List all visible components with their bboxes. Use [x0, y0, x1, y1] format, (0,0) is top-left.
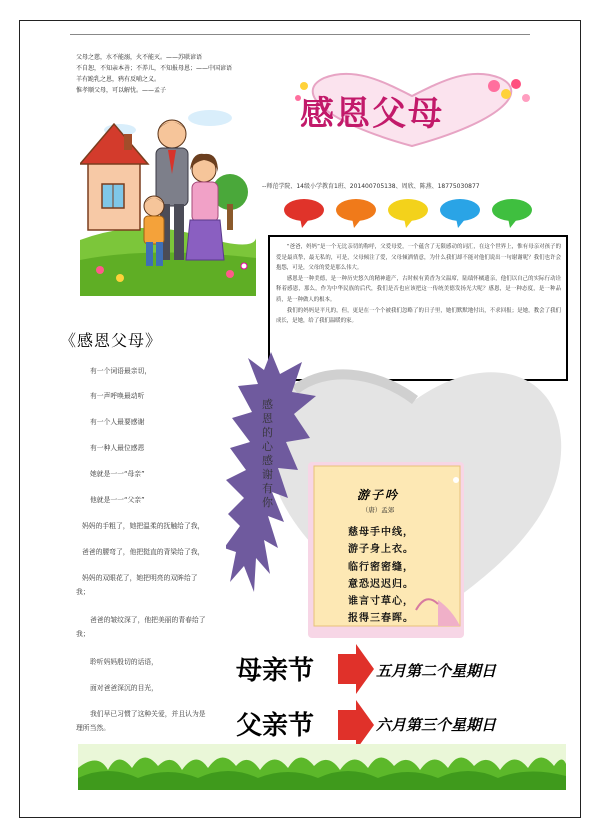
balloon-tail — [352, 218, 362, 228]
card-title: 游子吟 — [356, 488, 399, 502]
essay-paragraph: 我们的妈妈是平凡的，但，更是在一个个被我们忽略了的日子里，她们默默地付出，不求回报；是她，教会了我们成长，是她，给了我们温暖的家。 — [276, 307, 561, 325]
poem-line: 妈妈的手粗了，她把温柔的抚触给了我， — [82, 522, 205, 530]
poem-line: 聆听妈妈殷切的话语， — [90, 658, 158, 666]
poem-line: 我； — [76, 588, 90, 596]
balloon-tail — [404, 218, 414, 228]
holiday-name: 父亲节 — [236, 711, 315, 741]
quote-line: 父母之慈，水不能溺，火不能灭。——苏联谚语 — [76, 54, 203, 61]
poem-line: 我们早已习惯了这种关爱，并且认为是 — [90, 710, 206, 718]
poem-line: 有一个词语最亲切， — [90, 367, 152, 375]
holiday-name: 母亲节 — [236, 656, 315, 686]
author-line: --师范学院、14级小学教育1班、201400705138、周欣、陈燕、18775030877 — [262, 183, 480, 190]
card-line: 临行密密缝， — [348, 561, 414, 573]
holiday-date: 五月第二个星期日 — [376, 662, 497, 680]
starburst-text: 感恩的心 感谢有你 — [262, 398, 273, 509]
poem-line: 我； — [76, 630, 90, 638]
balloon-tail — [456, 218, 466, 228]
red-arrow-icon — [338, 700, 374, 750]
balloon-tail — [300, 218, 310, 228]
quote-line: 不自恕，不知亲本善；不养儿，不知报母恩；——中国谚语 — [76, 65, 233, 72]
essay-paragraph: 感恩是一种美德，是一种历史悠久的精神遗产，古时候有黄香为父温席，陆绩怀橘遗亲，他们以自己的实际行动诠释着感恩，那么，作为中华民族的后代，我们是否也应该把这一传统美德发扬光大呢？感恩，是一种态度，是一种品质，是一种做人的根本。 — [276, 275, 561, 303]
poem-line: 妈妈的双眼花了，她把明亮的双眸给了 — [82, 574, 198, 582]
family-illustration — [80, 100, 256, 296]
top-rule — [70, 34, 530, 35]
quote-line: 惟孝顺父母，可以解忧。——孟子 — [76, 87, 167, 94]
page-title: 感恩父母 — [300, 94, 444, 134]
card-subtitle: （唐）孟郊 — [361, 506, 395, 514]
poem-line: 有一声呼唤最动听 — [90, 392, 145, 400]
poem-line: 爸爸的皱纹深了，他把美丽的青春给了 — [90, 616, 206, 624]
quotes-block — [76, 52, 286, 96]
balloon-shape — [388, 199, 428, 221]
poem-line: 她就是一一“母亲” — [90, 470, 145, 478]
card-line: 慈母手中线， — [348, 527, 414, 538]
card-line: 意恐迟迟归。 — [348, 578, 414, 590]
color-balloons — [284, 196, 534, 230]
card-poem — [348, 524, 448, 628]
balloon-shape — [492, 199, 532, 221]
essay-paragraph: “爸爸，妈妈”是一个无比亲切的称呼，父爱母爱，一个蕴含了无限感动的词汇，在这个世界上，惟有母亲对孩子的爱是最真挚，最无私的，可是，父母倾注了爱，父母倾洒情意，为什么我们却不能对他们说出一句谢谢呢？我们也许会抱怨，可是，父母的爱是那么伟大。 — [276, 244, 561, 272]
balloon-shape — [284, 199, 324, 221]
quote-line: 羊有跪乳之恩，鸦有反哺之义。 — [76, 76, 161, 83]
balloon-shape — [336, 199, 376, 221]
poem-line: 有一种人最位感恩 — [90, 444, 145, 452]
balloon-tail — [508, 218, 518, 228]
holiday-date: 六月第三个星期日 — [376, 716, 497, 734]
poem-line: 爸爸的腰弯了，他把挺直的背梁给了我， — [82, 548, 205, 556]
poem-title: 《感恩父母》 — [60, 331, 163, 350]
poem-line: 理所当然。 — [76, 724, 110, 732]
card-line: 游子身上衣。 — [348, 544, 414, 556]
card-line: 谁言寸草心， — [348, 596, 414, 608]
balloon-shape — [440, 199, 480, 221]
grass-footer — [78, 744, 566, 790]
poem-line: 面对爸爸深沉的目光， — [90, 684, 158, 692]
poem-line: 他就是一一“父亲” — [90, 496, 145, 504]
red-arrow-icon — [338, 644, 374, 694]
card-line: 报得三春晖。 — [348, 613, 414, 625]
poem-line: 有一个人最要感谢 — [90, 418, 145, 426]
